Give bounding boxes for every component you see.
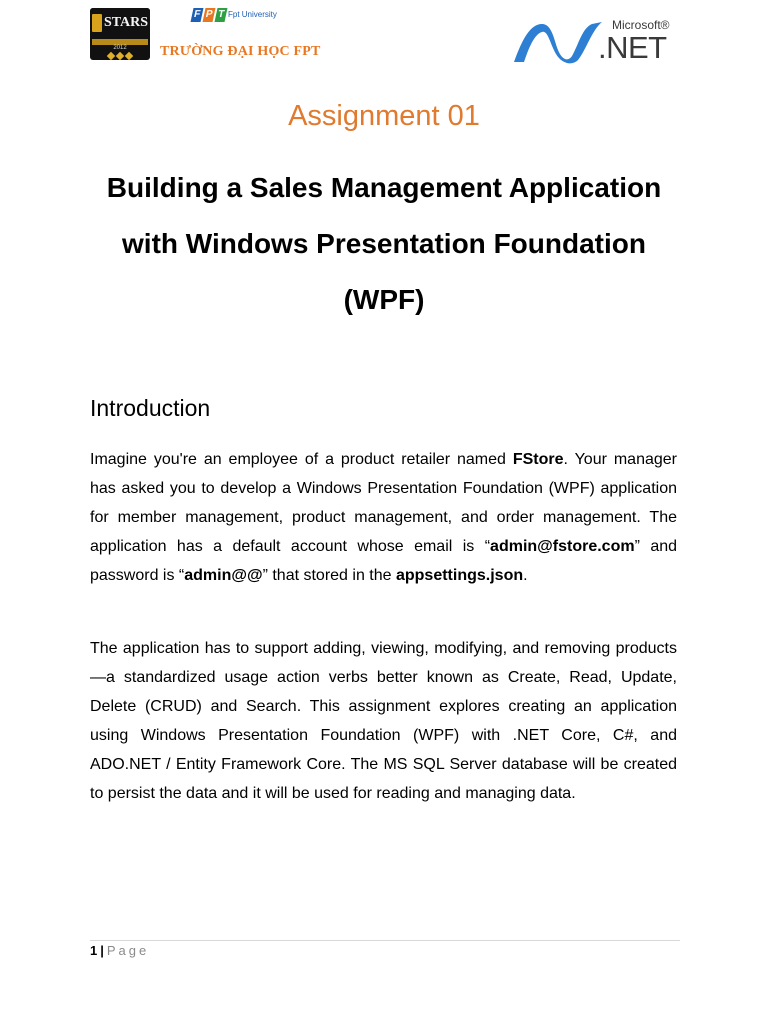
stars-badge-icon bbox=[92, 14, 102, 32]
fpt-mark-f: F bbox=[191, 8, 204, 22]
page-footer bbox=[90, 943, 149, 958]
intro-paragraph-2: The application has to support adding, viewing, modifying, and removing products—a standardized usage action verbs better known as Create, Read, Update, Delete (CRUD) and Search. This assignment explores creating an application using Windows Presentation Foundation (WPF) with .NET Core, C#, and ADO.NET / Entity Framework Core. The MS SQL Server database will be created to persist the data and it will be used for reading and managing data. bbox=[90, 640, 677, 802]
fpt-mark-icon bbox=[192, 8, 226, 22]
introduction-heading: Introduction bbox=[90, 395, 211, 421]
default-password: admin@@ bbox=[184, 567, 263, 584]
page-label: Page bbox=[106, 943, 150, 958]
stars-logo bbox=[90, 8, 150, 60]
para1-text-4: ” that stored in the bbox=[262, 567, 396, 584]
stars-logo-year: 2012 bbox=[113, 45, 127, 51]
microsoft-wordmark: Microsoft® bbox=[612, 18, 670, 32]
fpt-subtitle: Fpt University bbox=[228, 10, 277, 19]
fpt-mark-p: P bbox=[203, 8, 216, 22]
para1-text-1: Imagine you're an employee of a product retailer named bbox=[90, 451, 513, 468]
page-title: Building a Sales Management Application with Windows Presentation Foundation (WPF) bbox=[106, 172, 662, 315]
net-wave-icon bbox=[512, 20, 604, 64]
fpt-university-name: TRƯỜNG ĐẠI HỌC FPT bbox=[160, 44, 321, 59]
stars-diamonds-icon bbox=[108, 53, 132, 59]
footer-separator: | bbox=[100, 943, 104, 958]
company-name: FStore bbox=[512, 451, 564, 468]
intro-paragraph-1 bbox=[90, 445, 677, 590]
assignment-title: Assignment 01 bbox=[288, 100, 480, 132]
stars-logo-top bbox=[90, 8, 150, 38]
net-wordmark: .NET bbox=[598, 30, 667, 65]
para1-text-5: . bbox=[523, 567, 528, 584]
stars-logo-word: STARS bbox=[103, 15, 149, 30]
para1-text-3: ” and password is “ bbox=[90, 538, 678, 584]
microsoft-net-logo bbox=[512, 16, 672, 66]
fpt-university-logo bbox=[160, 8, 321, 64]
settings-file-name: appsettings.json bbox=[395, 567, 524, 584]
default-email: admin@fstore.com bbox=[490, 538, 635, 555]
footer-divider bbox=[90, 940, 680, 941]
fpt-mark-t: T bbox=[215, 8, 228, 22]
page-number: 1 bbox=[90, 943, 98, 958]
para1-text-2: . Your manager has asked you to develop a Windows Presentation Foundation (WPF) application for member management, product management, and order management. The application has a default account whose email is “ bbox=[90, 451, 677, 555]
